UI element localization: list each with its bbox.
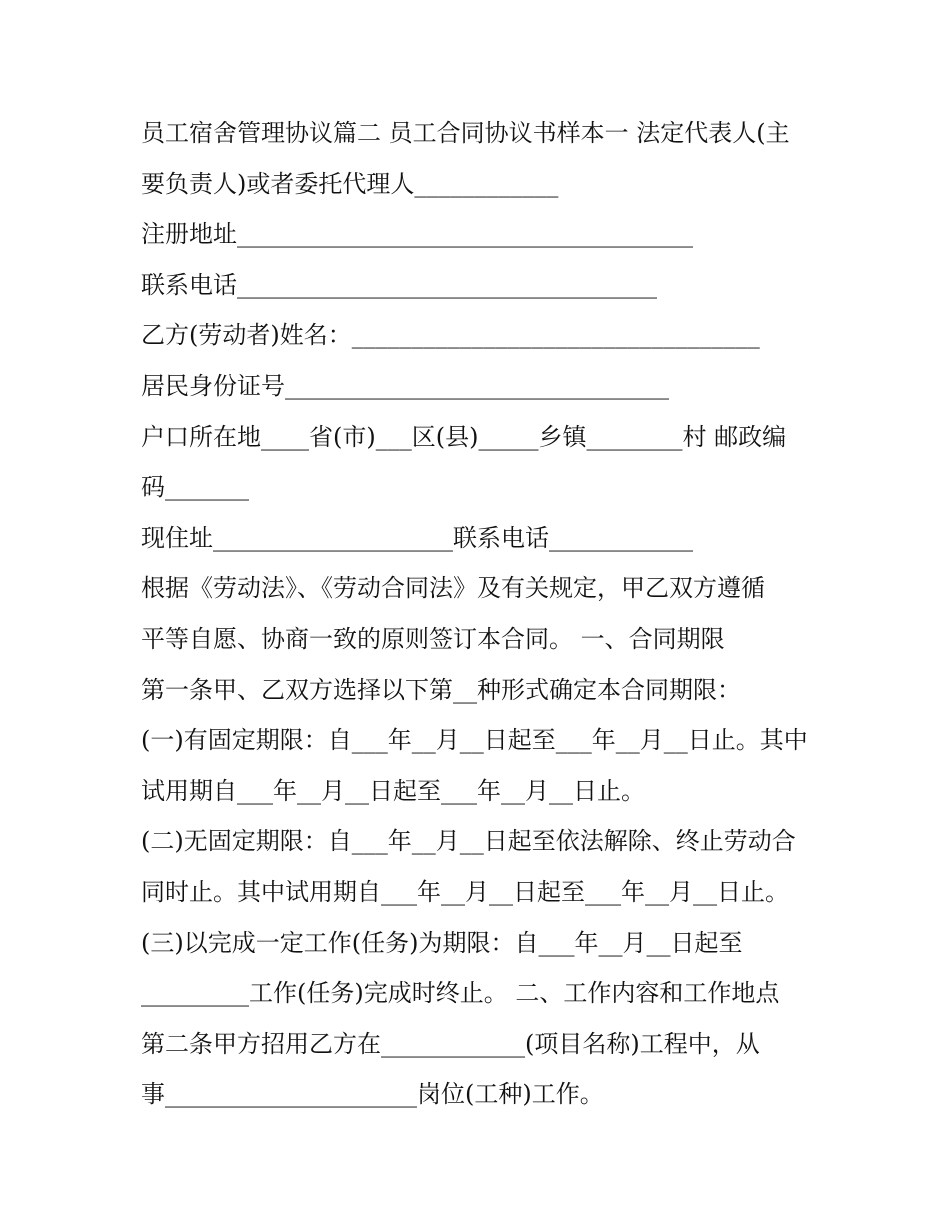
text-line-article-two: 第二条甲方招用乙方在____________(项目名称)工程中，从 — [141, 1029, 760, 1058]
text-line-current-address: 现住址____________________联系电话____________ — [141, 523, 693, 552]
text-line-task-completion: _________工作(任务)完成时终止。 二、工作内容和工作地点 — [141, 979, 780, 1008]
text-line-household-registration: 户口所在地____省(市)___区(县)_____乡镇________村 邮政编 — [141, 422, 787, 451]
text-line-fixed-term-probation: 试用期自___年__月__日起至___年__月__日止。 — [141, 776, 645, 805]
text-line-legal-basis: 根据《劳动法》、《劳动合同法》及有关规定，甲乙双方遵循 — [141, 574, 765, 603]
text-line-agent: 要负责人)或者委托代理人____________ — [141, 169, 559, 198]
text-line-contact-phone: 联系电话___________________________________ — [141, 270, 657, 299]
text-line-task-term: (三)以完成一定工作(任务)为期限：自___年__月__日起至 — [141, 928, 743, 957]
text-line-article-one: 第一条甲、乙双方选择以下第__种形式确定本合同期限： — [141, 675, 741, 704]
text-line-position: 事_____________________岗位(工种)工作。 — [141, 1080, 604, 1109]
text-line-party-b-name: 乙方(劳动者)姓名：__________________________________ — [141, 321, 760, 350]
text-line-open-term: (二)无固定期限：自___年__月__日起至依法解除、终止劳动合 — [141, 827, 796, 856]
text-line-fixed-term: (一)有固定期限：自___年__月__日起至___年__月__日止。其中 — [141, 726, 808, 755]
text-line-registered-address: 注册地址______________________________________ — [141, 220, 693, 249]
text-line-title: 员工宿舍管理协议篇二 员工合同协议书样本一 法定代表人(主 — [141, 119, 790, 147]
text-line-id-number: 居民身份证号________________________________ — [141, 371, 669, 400]
text-line-open-term-probation: 同时止。其中试用期自___年__月__日起至___年__月__日止。 — [141, 877, 789, 906]
document-body — [141, 108, 821, 1120]
text-line-principle: 平等自愿、协商一致的原则签订本合同。 一、合同期限 — [141, 624, 725, 653]
text-line-postal-code: 码_______ — [141, 473, 249, 502]
